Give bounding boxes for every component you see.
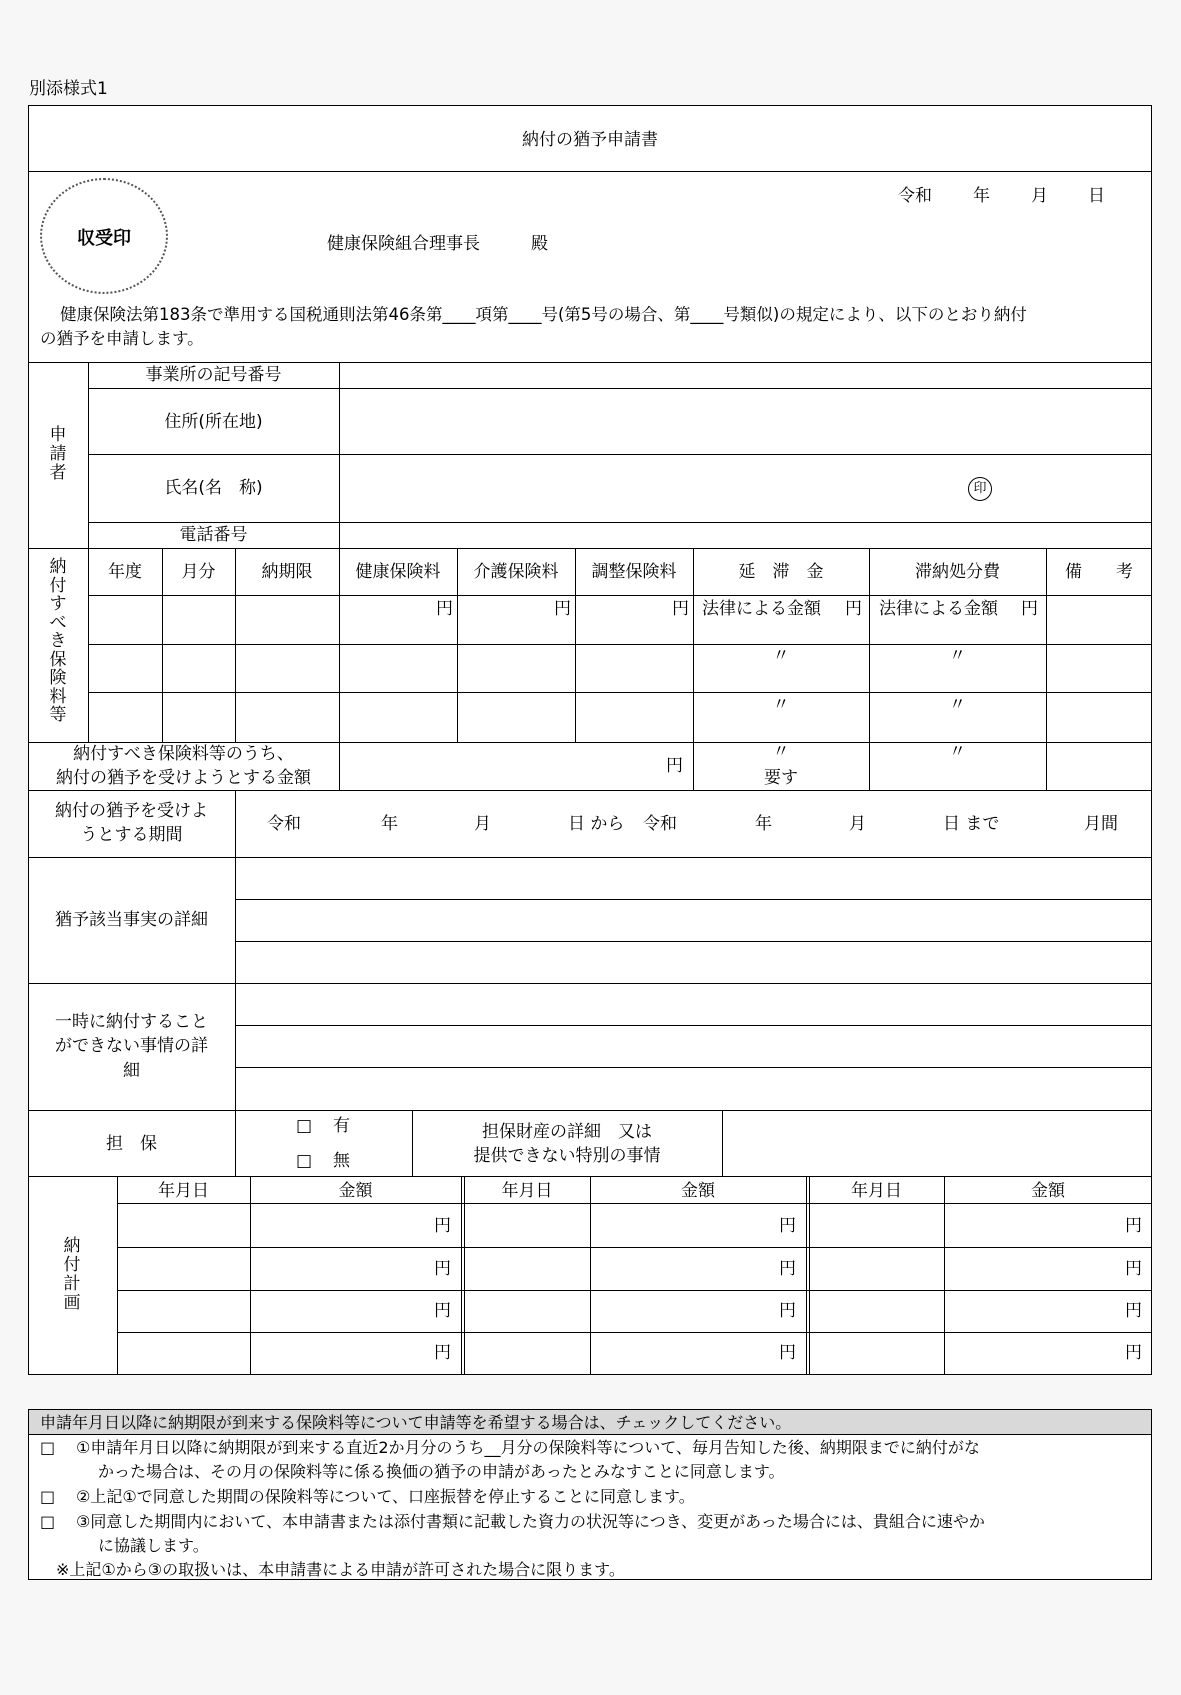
- required-label: 要す: [764, 768, 798, 788]
- ditto-mark: 〃: [949, 742, 966, 762]
- period-label-2: うとする期間: [80, 825, 183, 845]
- header-month: 月分: [181, 562, 216, 582]
- legal-amount-label: 法律による金額: [702, 599, 821, 619]
- ditto-mark: 〃: [772, 695, 790, 715]
- address-field[interactable]: [340, 389, 1150, 454]
- plan-date-header: 年月日: [501, 1181, 553, 1201]
- period-era-to: 令和: [643, 814, 677, 834]
- notice-header: 申請年月日以降に納期限が到来する保険料等について申請等を希望する場合は、チェックしてください。: [40, 1413, 792, 1432]
- collateral-has-checkbox[interactable]: □: [296, 1116, 313, 1136]
- name-field[interactable]: [340, 455, 1150, 522]
- plan-date-header: 年月日: [158, 1181, 209, 1201]
- yen-unit: 円: [1125, 1301, 1142, 1321]
- seal-mark-icon: 印: [968, 477, 992, 501]
- collateral-detail-field[interactable]: [723, 1111, 1150, 1176]
- address-label: 住所(所在地): [164, 412, 263, 432]
- notice-item1-line1: ①申請年月日以降に納期限が到来する直近2か月分のうち__月分の保険料等について、毎月告知した後、納期限までに納付がな: [76, 1438, 980, 1457]
- period-day-from: 日 から: [568, 814, 625, 834]
- deferral-amount-label-2: 納付の猶予を受けようとする金額: [56, 768, 311, 788]
- intro-line-2: の猶予を申請します。: [40, 329, 204, 348]
- yen-unit: 円: [1125, 1259, 1142, 1279]
- yen-unit: 円: [554, 599, 571, 619]
- notice-item3-line2: に協議します。: [98, 1536, 209, 1555]
- yen-unit: 円: [1021, 599, 1038, 619]
- receipt-stamp-label: 収受印: [77, 228, 131, 249]
- yen-unit: 円: [1125, 1343, 1142, 1363]
- phone-field[interactable]: [340, 523, 1150, 548]
- phone-label: 電話番号: [179, 525, 248, 545]
- yen-unit: 円: [779, 1216, 796, 1236]
- date-month: 月: [1031, 186, 1048, 206]
- legal-amount-label: 法律による金額: [879, 599, 998, 619]
- period-year-to: 年: [755, 814, 772, 834]
- plan-amount-header: 金額: [338, 1181, 373, 1201]
- ditto-mark: 〃: [772, 742, 790, 762]
- reason-label-2: ができない事情の詳: [55, 1036, 208, 1056]
- period-month-to: 月: [849, 814, 866, 834]
- form-reference: 別添様式1: [29, 79, 108, 99]
- notice-item3-line1: ③同意した期間内において、本申請書または添付書類に記載した資力の状況等につき、変更があった場合には、貴組合に速やか: [76, 1512, 985, 1531]
- yen-unit: 円: [1125, 1216, 1142, 1236]
- ditto-mark: 〃: [949, 695, 966, 715]
- receipt-stamp-area: [40, 178, 168, 294]
- notice-item1-line2: かった場合は、その月の保険料等に係る換価の猶予の申請があったとみなすことに同意します。: [98, 1462, 785, 1481]
- collateral-none-label: 無: [333, 1151, 350, 1171]
- header-adjustment-insurance: 調整保険料: [591, 562, 677, 582]
- applicant-section-label: 申請者: [49, 425, 67, 483]
- notice-item3-checkbox[interactable]: □: [40, 1512, 56, 1531]
- form-title: 納付の猶予申請書: [522, 130, 658, 150]
- header-fiscal-year: 年度: [108, 562, 142, 582]
- collateral-label: 担 保: [106, 1134, 157, 1154]
- reason-field[interactable]: [236, 984, 1150, 1110]
- honorific: 殿: [531, 234, 548, 254]
- header-remarks: 備 考: [1065, 562, 1133, 582]
- notice-item2-checkbox[interactable]: □: [40, 1487, 56, 1506]
- header-care-insurance: 介護保険料: [473, 562, 559, 582]
- collateral-detail-label-2: 提供できない特別の事情: [473, 1146, 661, 1166]
- header-health-insurance: 健康保険料: [355, 562, 441, 582]
- collateral-detail-label-1: 担保財産の詳細 又は: [482, 1122, 652, 1142]
- header-disposition-cost: 滞納処分費: [915, 562, 1000, 582]
- yen-unit: 円: [436, 599, 453, 619]
- addressee: 健康保険組合理事長: [327, 234, 480, 254]
- ditto-mark: 〃: [949, 646, 966, 666]
- yen-unit: 円: [666, 756, 683, 776]
- yen-unit: 円: [779, 1301, 796, 1321]
- collateral-has-label: 有: [333, 1116, 350, 1136]
- period-month-from: 月: [474, 814, 491, 834]
- premiums-section-label: 納付すべき保険料等: [49, 557, 67, 725]
- ditto-mark: 〃: [772, 646, 790, 666]
- notice-item1-checkbox[interactable]: □: [40, 1438, 56, 1457]
- yen-unit: 円: [845, 599, 862, 619]
- date-day: 日: [1088, 186, 1105, 206]
- date-year: 年: [973, 186, 990, 206]
- details-field[interactable]: [236, 858, 1150, 982]
- office-code-field[interactable]: [340, 363, 1150, 388]
- deferral-amount-label-1: 納付すべき保険料等のうち、: [73, 744, 294, 764]
- yen-unit: 円: [779, 1259, 796, 1279]
- yen-unit: 円: [434, 1216, 451, 1236]
- office-code-label: 事業所の記号番号: [145, 365, 282, 385]
- period-year-from: 年: [381, 814, 398, 834]
- period-era-from: 令和: [267, 814, 301, 834]
- intro-line-1: 健康保険法第183条で準用する国税通則法第46条第____項第____号(第5号の場合、第____号類似)の規定により、以下のとおり納付: [60, 305, 1027, 324]
- reason-label-1: 一時に納付すること: [55, 1012, 208, 1032]
- plan-amount-header: 金額: [681, 1181, 715, 1201]
- notice-item2: ②上記①で同意した期間の保険料等について、口座振替を停止することに同意します。: [76, 1487, 695, 1506]
- header-delinquency-charge: 延 滞 金: [738, 562, 824, 582]
- period-label-1: 納付の猶予を受けよ: [55, 801, 208, 821]
- header-due-date: 納期限: [261, 562, 313, 582]
- reason-label-3: 細: [123, 1061, 140, 1081]
- yen-unit: 円: [672, 599, 689, 619]
- plan-section-label: 納付計画: [63, 1236, 81, 1313]
- details-label: 猶予該当事実の詳細: [55, 910, 208, 930]
- plan-date-header: 年月日: [851, 1181, 902, 1201]
- yen-unit: 円: [434, 1259, 451, 1279]
- plan-amount-header: 金額: [1031, 1181, 1065, 1201]
- yen-unit: 円: [779, 1343, 796, 1363]
- yen-unit: 円: [434, 1343, 451, 1363]
- yen-unit: 円: [434, 1301, 451, 1321]
- date-era: 令和: [898, 186, 932, 206]
- period-months: 月間: [1084, 814, 1118, 834]
- collateral-none-checkbox[interactable]: □: [296, 1151, 313, 1171]
- name-label: 氏名(名 称): [164, 478, 263, 498]
- notice-footnote: ※上記①から③の取扱いは、本申請書による申請が許可された場合に限ります。: [56, 1560, 625, 1579]
- period-day-to: 日 まで: [943, 814, 1000, 834]
